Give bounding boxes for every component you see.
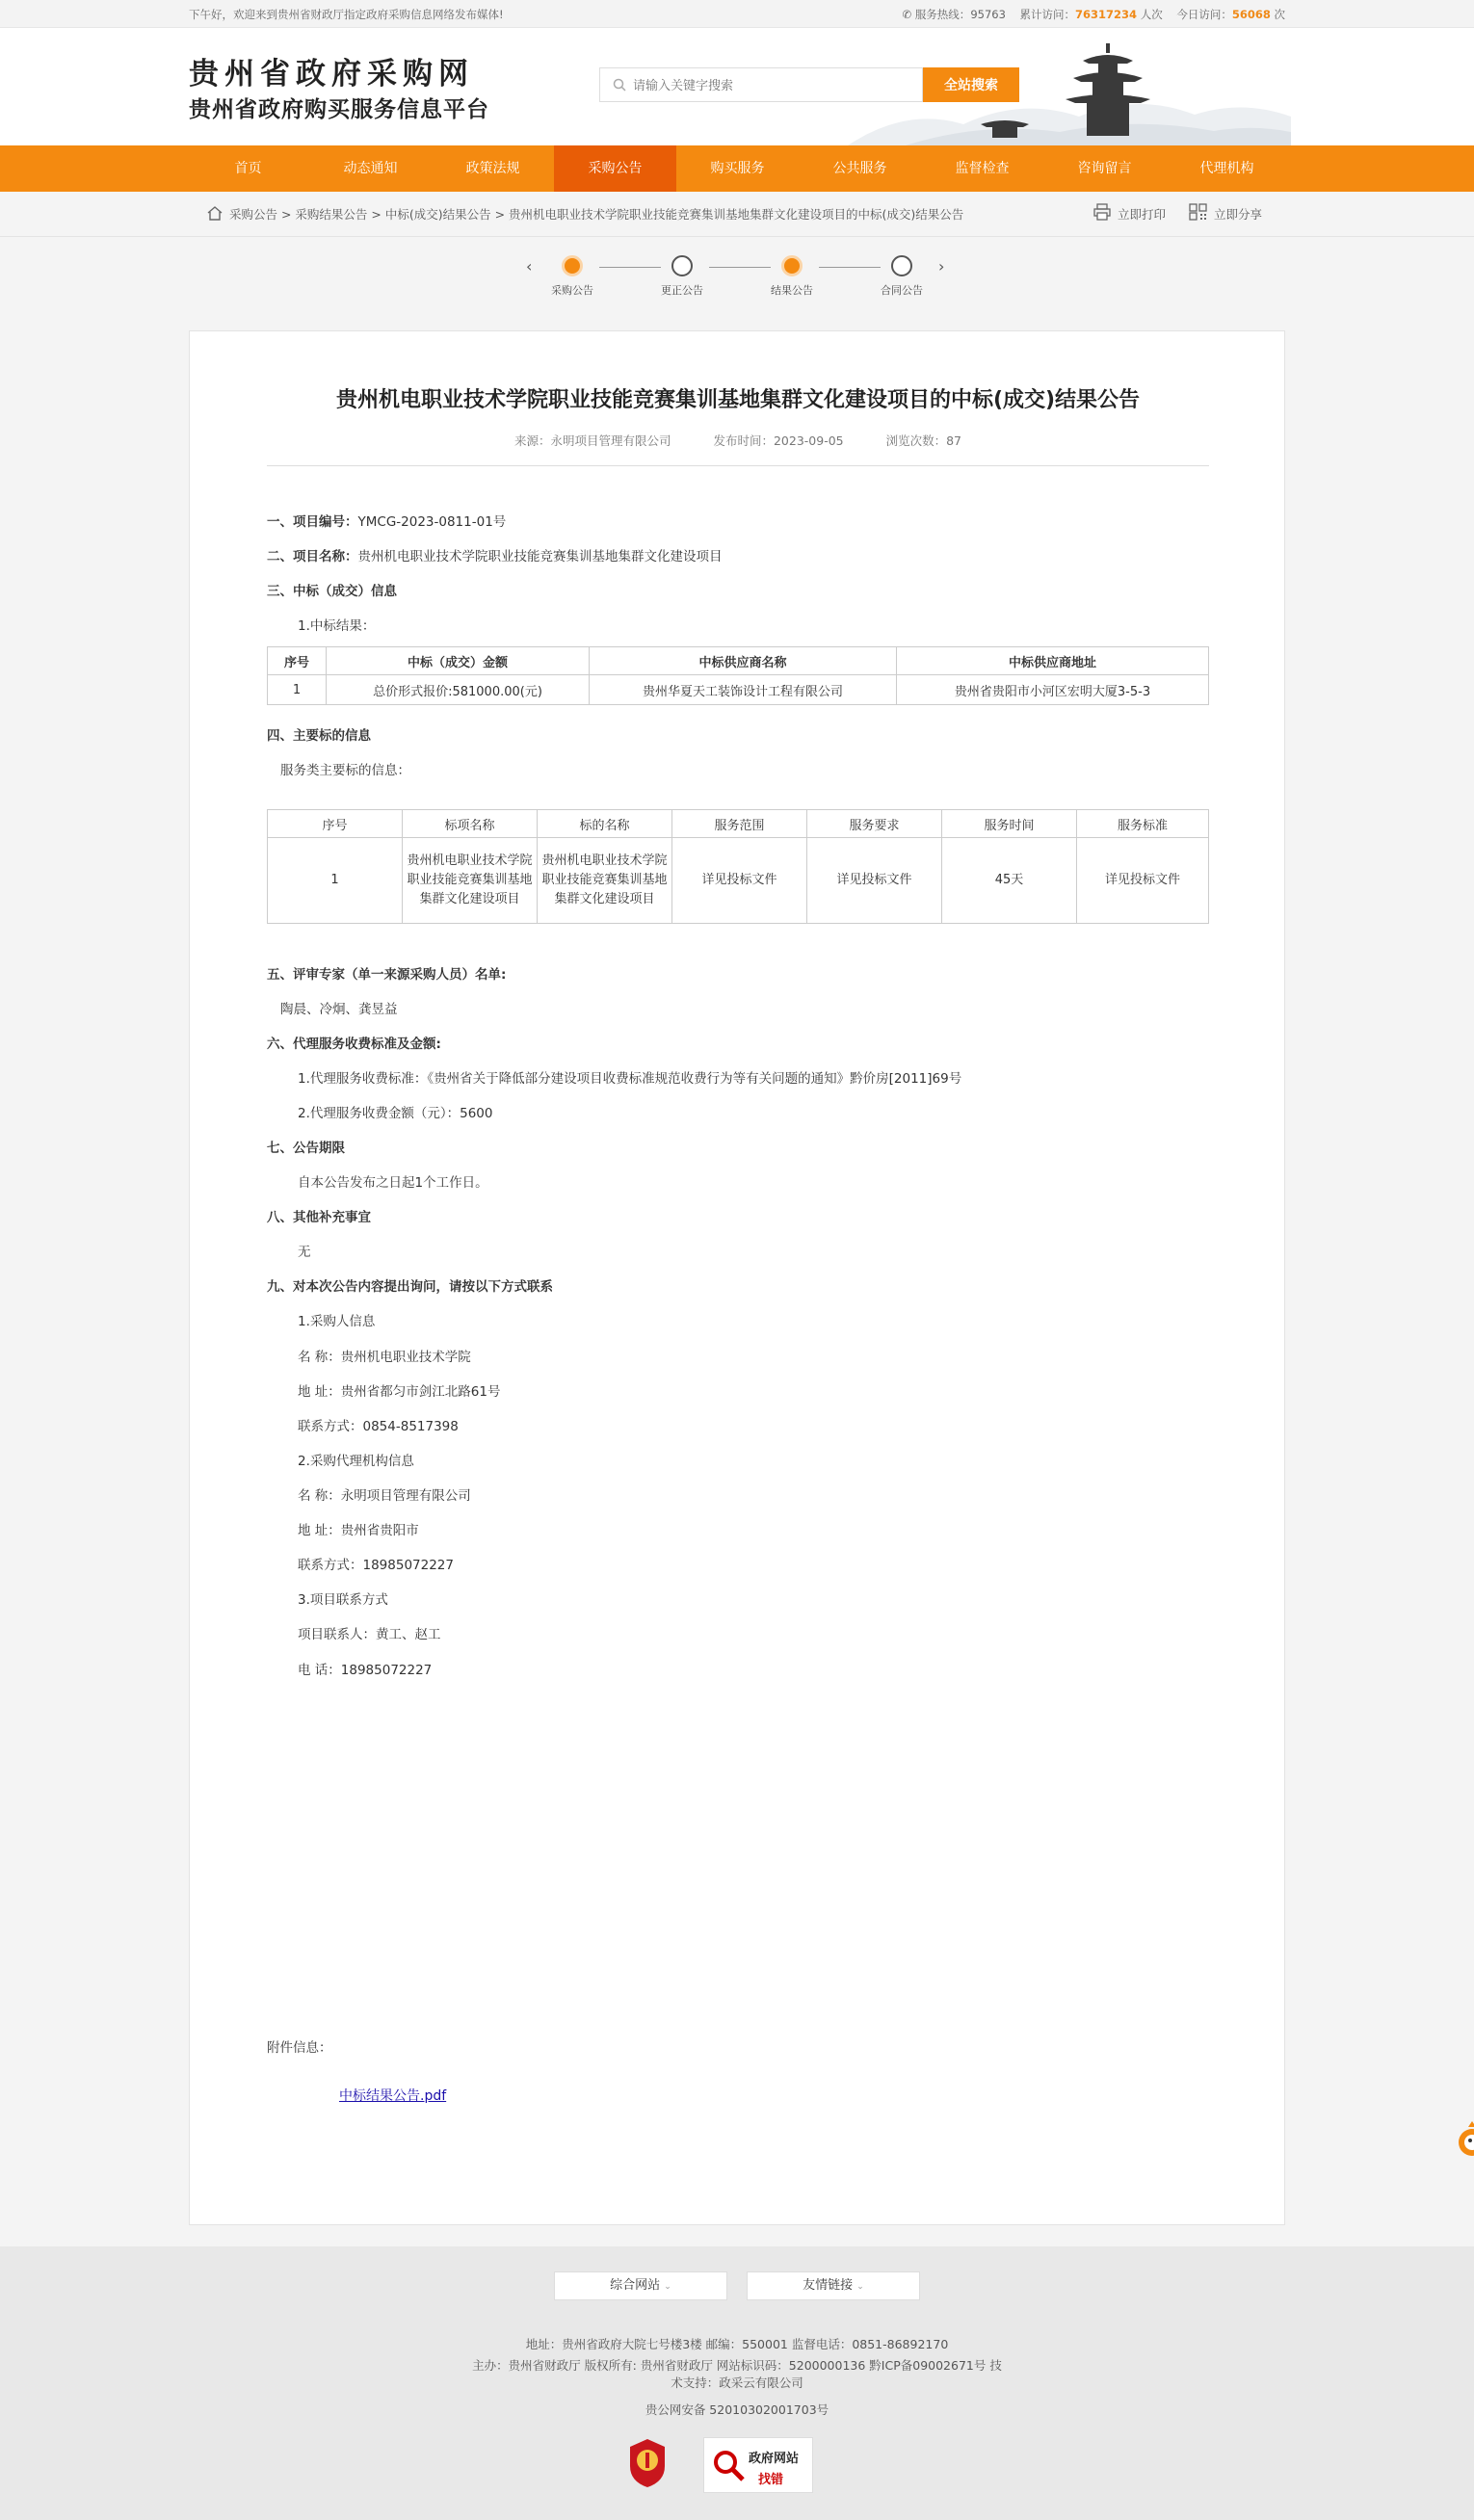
announcement-steps	[0, 249, 1474, 306]
result-subheading: 1.中标结果：	[298, 618, 376, 634]
check-icon	[781, 255, 803, 276]
agency-phone: 联系方式：18985072227	[298, 1558, 454, 1573]
footer-security: 贵公网安备 52010302001703号	[645, 2402, 829, 2417]
attachment-link[interactable]: 中标结果公告.pdf	[339, 2088, 447, 2104]
project-phone: 电 话：18985072227	[298, 1663, 433, 1678]
chevron-down-icon: ⌄	[856, 2282, 864, 2292]
award-table: 序号 中标（成交）金额 中标供应商名称 中标供应商地址 1 总价形式报价:581000.00(元) 贵州华夏天工装饰设计工程有限公司 贵州省贵阳市小河区宏明大厦3-5-3	[267, 646, 1209, 705]
total-visits: 76317234	[1075, 8, 1138, 21]
service-table: 序号 标项名称 标的名称 服务范围 服务要求 服务时间 服务标准 1 贵州机电职业技术学院职业技能竞赛集训基地集群文化建设项目 贵州机电职业技术学院职业技能竞赛集训基地集群文化建设项目 详见投标文件 详见投标文件 45天 详见投标文件	[267, 809, 1209, 924]
footer-copyright: 主办：贵州省财政厅 版权所有: 贵州省财政厅 网站标识码：5200000136 黔ICP备09002671号 技	[472, 2358, 1002, 2373]
share-button[interactable]: 立即分享	[1189, 203, 1208, 223]
nav-item-public[interactable]: 公共服务	[832, 161, 887, 176]
article-source: 来源：永明项目管理有限公司	[513, 433, 671, 448]
article-date: 发布时间：2023-09-05	[713, 433, 844, 448]
purchaser-address: 地 址：贵州省都匀市剑江北路61号	[298, 1384, 501, 1400]
agency-name: 名 称：永明项目管理有限公司	[298, 1488, 471, 1504]
project-contact: 项目联系人：黄工、赵工	[298, 1627, 441, 1642]
divider	[267, 465, 1209, 466]
check-icon	[562, 255, 583, 276]
check-icon	[891, 255, 912, 276]
chevron-right-icon[interactable]: ›	[938, 257, 945, 276]
chevron-down-icon: ⌄	[664, 2282, 671, 2292]
site-footer	[0, 2246, 1474, 2520]
today-visits: 56068	[1231, 8, 1271, 21]
site-subtitle: 贵州省政府购买服务信息平台	[189, 97, 489, 122]
fee-standard: 1.代理服务收费标准：《贵州省关于降低部分建设项目收费标准规范收费行为等有关问题的通知》黔价房[2011]69号	[298, 1071, 962, 1087]
supplement-text: 无	[298, 1245, 311, 1260]
friendly-links-dropdown[interactable]: 友情链接 ⌄	[747, 2271, 920, 2300]
article-card	[189, 330, 1285, 2225]
section-heading: 九、对本次公告内容提出询问，请按以下方式联系	[267, 1279, 553, 1295]
step-result[interactable]: 结果公告	[753, 255, 830, 298]
search-icon	[612, 77, 627, 92]
section-heading: 八、其他补充事宜	[267, 1210, 371, 1225]
article-title: 贵州机电职业技术学院职业技能竞赛集训基地集群文化建设项目的中标(成交)结果公告	[335, 388, 1141, 412]
contact-heading: 3.项目联系方式	[298, 1592, 388, 1608]
nav-item-news[interactable]: 动态通知	[343, 161, 398, 176]
greeting-text: 下午好，欢迎来到贵州省财政厅指定政府采购信息网络发布媒体!	[189, 8, 504, 21]
visit-stats: ✆ 服务热线：95763 累计访问：76317234 人次 今日访问：56068 次	[902, 8, 1285, 21]
site-header	[0, 28, 1474, 145]
table-row: 1 贵州机电职业技术学院职业技能竞赛集训基地集群文化建设项目 贵州机电职业技术学院职业技能竞赛集训基地集群文化建设项目 详见投标文件 详见投标文件 45天 详见投标文件	[268, 838, 1209, 924]
nav-item-agencies[interactable]: 代理机构	[1199, 161, 1254, 176]
step-procurement[interactable]: 采购公告	[534, 255, 611, 298]
nav-item-home[interactable]: 首页	[234, 161, 262, 176]
section-heading: 四、主要标的信息	[267, 728, 371, 744]
section-heading: 五、评审专家（单一来源采购人员）名单:	[267, 967, 507, 983]
nav-item-policy[interactable]: 政策法规	[465, 161, 520, 176]
breadcrumb-path[interactable]: 采购公告 > 采购结果公告 > 中标(成交)结果公告 > 贵州机电职业技术学院职业技能竞赛集训基地集群文化建设项目的中标(成交)结果公告	[229, 207, 964, 222]
home-icon[interactable]	[206, 205, 224, 221]
search-button[interactable]: 全站搜索	[923, 67, 1019, 102]
agency-address: 地 址：贵州省贵阳市	[298, 1523, 419, 1538]
attachment-label: 附件信息：	[267, 2040, 332, 2056]
hotline-number: 95763	[970, 8, 1006, 21]
table-row: 1 总价形式报价:581000.00(元) 贵州华夏天工装饰设计工程有限公司 贵州省贵阳市小河区宏明大厦3-5-3	[268, 675, 1209, 705]
pagoda-illustration	[848, 39, 1291, 145]
step-correction[interactable]: 更正公告	[644, 255, 721, 298]
print-button[interactable]: 立即打印	[1092, 203, 1112, 223]
nav-item-services[interactable]: 购买服务	[710, 161, 765, 176]
footer-address: 地址：贵州省政府大院七号楼3楼 邮编：550001 监督电话：0851-86892170	[525, 2337, 949, 2351]
experts-list: 陶晨、冷炯、龚昱益	[280, 1002, 398, 1017]
report-error-badge[interactable]: 政府网站 找错	[703, 2437, 813, 2493]
check-icon	[671, 255, 693, 276]
project-name: 二、项目名称：贵州机电职业技术学院职业技能竞赛集训基地集群文化建设项目	[267, 549, 723, 564]
nav-item-supervision[interactable]: 监督检查	[955, 161, 1010, 176]
purchaser-phone: 联系方式：0854-8517398	[298, 1419, 459, 1434]
party-emblem-icon[interactable]	[626, 2437, 669, 2489]
phone-icon: ✆	[902, 8, 912, 21]
top-info-bar	[0, 0, 1474, 28]
printer-icon	[1092, 203, 1112, 221]
site-title[interactable]: 贵州省政府采购网	[189, 57, 474, 92]
nav-item-consult[interactable]: 咨询留言	[1077, 161, 1132, 176]
project-number: 一、项目编号：YMCG-2023-0811-01号	[267, 514, 507, 530]
nav-item-procurement[interactable]: 采购公告	[554, 145, 676, 192]
mascot-float-icon[interactable]	[1455, 2119, 1474, 2158]
purchaser-name: 名 称：贵州机电职业技术学院	[298, 1350, 471, 1365]
fee-amount: 2.代理服务收费金额（元）：5600	[298, 1106, 493, 1121]
contact-heading: 1.采购人信息	[298, 1314, 376, 1329]
service-subheading: 服务类主要标的信息：	[280, 763, 410, 778]
article-meta	[190, 432, 1286, 449]
portal-sites-dropdown[interactable]: 综合网站 ⌄	[554, 2271, 727, 2300]
step-contract[interactable]: 合同公告	[863, 255, 940, 298]
contact-heading: 2.采购代理机构信息	[298, 1454, 414, 1469]
section-heading: 六、代理服务收费标准及金额:	[267, 1037, 441, 1052]
footer-support: 术支持：政采云有限公司	[671, 2376, 803, 2390]
magnifier-icon	[710, 2447, 749, 2485]
article-views: 浏览次数：87	[885, 433, 962, 448]
section-heading: 七、公告期限	[267, 1141, 345, 1156]
notice-period: 自本公告发布之日起1个工作日。	[298, 1175, 488, 1191]
qrcode-icon	[1189, 203, 1208, 221]
chevron-left-icon[interactable]: ‹	[526, 257, 533, 276]
main-nav	[0, 145, 1474, 192]
section-heading: 三、中标（成交）信息	[267, 584, 397, 599]
breadcrumb	[0, 192, 1474, 237]
